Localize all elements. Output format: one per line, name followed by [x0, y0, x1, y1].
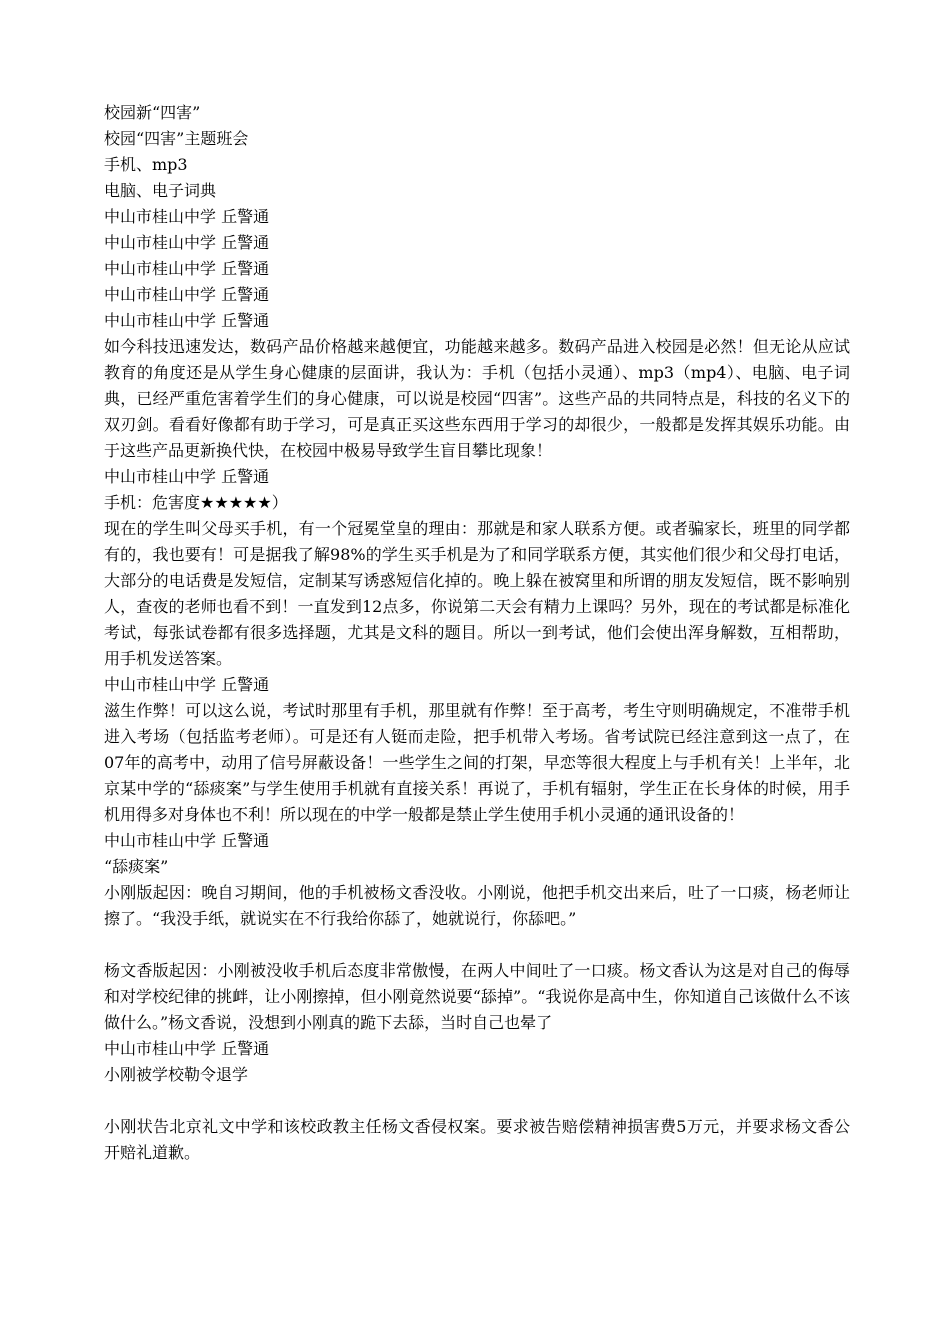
blank-line [104, 1088, 850, 1114]
case-heading: “舔痰案” [104, 857, 169, 876]
intro-paragraph: 如今科技迅速发达，数码产品价格越来越便宜，功能越来越多。数码产品进入校园是必然！但无论从应试教育的角度还是从学生身心健康的层面讲，我认为：手机（包括小灵通）、mp3（mp4）、电脑、电子词典，已经严重危害着学生们的身心健康，可以说是校园“四害”。这些产品的共同特点是，科技的名义下的双刃剑。看看好像都有助于学习，可是真正买这些东西用于学习的却很少，一般都是发挥其娱乐功能。由于这些产品更新换代快，在校园中极易导致学生盲目攀比现象！ [104, 337, 850, 460]
phone-paragraph-1: 现在的学生叫父母买手机，有一个冠冕堂皇的理由：那就是和家人联系方便。或者骗家长，班里的同学都有的，我也要有！可是据我了解98%的学生买手机是为了和同学联系方便，其实他们很少和父母打电话，大部分的电话费是发短信，定制某写诱惑短信化掉的。晚上躲在被窝里和所谓的朋友发短信，既不影响别人，查夜的老师也看不到！一直发到12点多，你说第二天会有精力上课吗？另外，现在的考试都是标准化考试，每张试卷都有很多选择题，尤其是文科的题目。所以一到考试，他们会使出浑身解数，互相帮助，用手机发送答案。 [104, 519, 850, 668]
author-line: 中山市桂山中学 丘警通 [104, 285, 270, 304]
document-page [104, 100, 850, 1166]
author-line: 中山市桂山中学 丘警通 [104, 1039, 270, 1058]
author-line: 中山市桂山中学 丘警通 [104, 675, 270, 694]
lawsuit-paragraph: 小刚状告北京礼文中学和该校政教主任杨文香侵权案。要求被告赔偿精神损害费5万元，并要求杨文香公开赔礼道歉。 [104, 1117, 850, 1162]
author-line: 中山市桂山中学 丘警通 [104, 233, 270, 252]
author-line: 中山市桂山中学 丘警通 [104, 259, 270, 278]
phone-hazard-heading: 手机：危害度★★★★★） [104, 493, 288, 512]
author-line: 中山市桂山中学 丘警通 [104, 831, 270, 850]
author-line: 中山市桂山中学 丘警通 [104, 311, 270, 330]
case-teacher-version: 杨文香版起因：小刚被没收手机后态度非常傲慢，在两人中间吐了一口痰。杨文香认为这是对自己的侮辱和对学校纪律的挑衅，让小刚擦掉，但小刚竟然说要“舔掉”。“我说你是高中生，你知道自己该做什么不该做什么。”杨文香说，没想到小刚真的跪下去舔，当时自己也晕了 [104, 961, 850, 1032]
title-line-phone-mp3: 手机、mp3 [104, 155, 188, 174]
document-subtitle: 校园“四害”主题班会 [104, 129, 249, 148]
case-student-version: 小刚版起因：晚自习期间，他的手机被杨文香没收。小刚说，他把手机交出来后，吐了一口痰，杨老师让擦了。“我没手纸，就说实在不行我给你舔了，她就说行，你舔吧。” [104, 883, 850, 928]
document-title: 校园新“四害” [104, 103, 201, 122]
author-line: 中山市桂山中学 丘警通 [104, 467, 270, 486]
blank-line [104, 932, 850, 958]
expelled-line: 小刚被学校勒令退学 [104, 1065, 249, 1084]
author-line: 中山市桂山中学 丘警通 [104, 207, 270, 226]
phone-paragraph-2: 滋生作弊！可以这么说，考试时那里有手机，那里就有作弊！至于高考，考生守则明确规定，不准带手机进入考场（包括监考老师）。可是还有人铤而走险，把手机带入考场。省考试院已经注意到这一点了，在07年的高考中，动用了信号屏蔽设备！一些学生之间的打架，早恋等很大程度上与手机有关！上半年，北京某中学的“舔痰案”与学生使用手机就有直接关系！再说了，手机有辐射，学生正在长身体的时候，用手机用得多对身体也不利！所以现在的中学一般都是禁止学生使用手机小灵通的通讯设备的！ [104, 701, 850, 824]
title-line-computer-dictionary: 电脑、电子词典 [104, 181, 217, 200]
